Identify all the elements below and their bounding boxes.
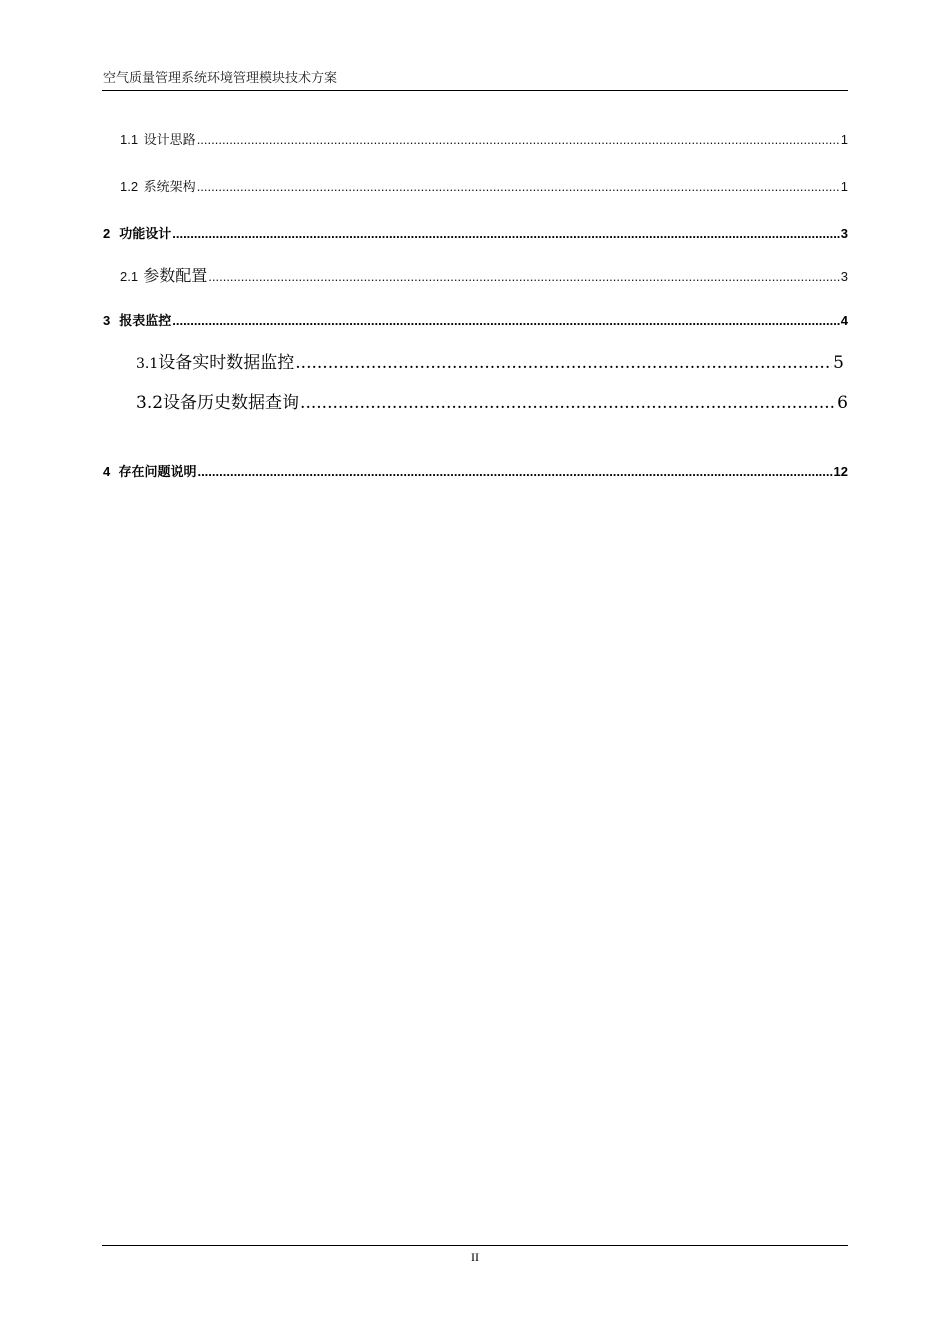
toc-entry-number: 4 bbox=[103, 464, 111, 479]
toc-entry-number: 3.1 bbox=[136, 356, 159, 372]
toc-entry-page: 5 bbox=[833, 353, 844, 373]
toc-entry-title: 设备历史数据查询 bbox=[163, 393, 300, 413]
toc-entry-title: 设计思路 bbox=[143, 133, 196, 148]
toc-leader-dots bbox=[208, 269, 840, 284]
toc-entry-title: 设备实时数据监控 bbox=[158, 353, 295, 373]
toc-leader-dots bbox=[197, 179, 840, 194]
toc-entry[interactable] bbox=[120, 176, 848, 195]
toc-entry[interactable] bbox=[136, 348, 844, 373]
toc-leader-dots bbox=[295, 353, 832, 373]
toc-entry-page: 1 bbox=[840, 179, 848, 194]
toc-entry-page: 3 bbox=[840, 226, 848, 241]
toc-entry-title: 功能设计 bbox=[119, 226, 172, 241]
toc-entry-title: 系统架构 bbox=[143, 180, 196, 195]
toc-entry-title: 参数配置 bbox=[143, 266, 208, 285]
toc-leader-dots bbox=[172, 313, 840, 328]
toc-entry-page: 6 bbox=[837, 393, 848, 413]
toc-entry-number: 2.1 bbox=[120, 269, 139, 284]
toc-entry[interactable] bbox=[103, 461, 848, 480]
toc-entry-number: 1.2 bbox=[120, 179, 139, 194]
footer-divider bbox=[102, 1245, 848, 1246]
toc-entry[interactable] bbox=[120, 263, 848, 286]
toc-entry-page: 3 bbox=[840, 269, 848, 284]
toc-leader-dots bbox=[197, 132, 840, 147]
toc-entry[interactable] bbox=[120, 129, 848, 148]
toc-entry-number: 3 bbox=[103, 313, 111, 328]
toc-entry[interactable] bbox=[103, 223, 848, 242]
toc-entry[interactable] bbox=[103, 310, 848, 329]
toc-entry-number: 2 bbox=[103, 226, 111, 241]
header-divider bbox=[102, 90, 848, 91]
toc-entry[interactable] bbox=[136, 388, 848, 413]
toc-entry-number: 3.2 bbox=[136, 393, 164, 413]
toc-leader-dots bbox=[172, 226, 840, 241]
toc-entry-title: 存在问题说明 bbox=[118, 464, 197, 479]
toc-entry-page: 12 bbox=[833, 464, 848, 479]
toc-entry-page: 1 bbox=[840, 132, 848, 147]
toc-entry-page: 4 bbox=[840, 313, 848, 328]
page-number: II bbox=[471, 1250, 479, 1264]
toc-entry-number: 1.1 bbox=[120, 132, 139, 147]
toc-leader-dots bbox=[300, 393, 836, 413]
header-title: 空气质量管理系统环境管理模块技术方案 bbox=[103, 71, 338, 86]
toc-leader-dots bbox=[197, 464, 832, 479]
toc-entry-title: 报表监控 bbox=[119, 313, 172, 328]
